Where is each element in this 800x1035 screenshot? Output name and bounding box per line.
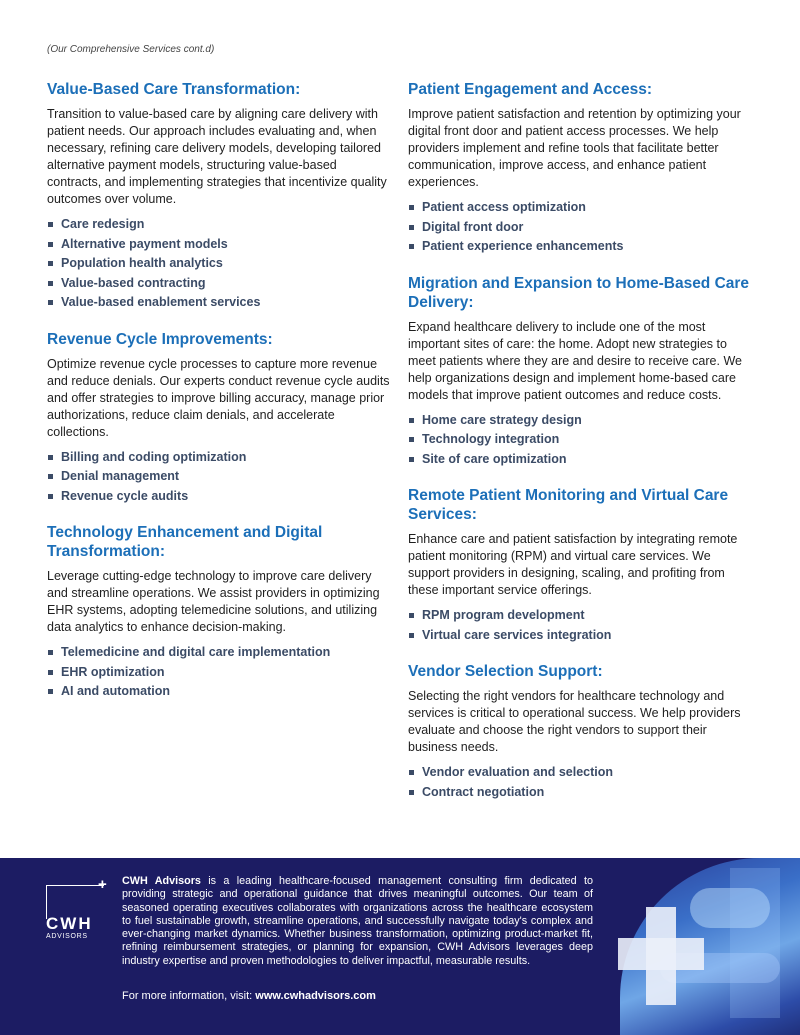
section-remote-patient-monitoring-and-virtual-care-services bbox=[408, 486, 753, 645]
service-list bbox=[47, 643, 392, 702]
list-item bbox=[408, 450, 753, 470]
section-revenue-cycle-improvements bbox=[47, 330, 392, 507]
brand-name: CWH Advisors bbox=[122, 875, 201, 887]
square-bullet-icon bbox=[48, 455, 53, 460]
service-list bbox=[47, 215, 392, 313]
list-item-label: Population health analytics bbox=[61, 256, 223, 270]
list-item bbox=[47, 254, 392, 274]
list-item-label: Revenue cycle audits bbox=[61, 488, 189, 503]
section-title: Remote Patient Monitoring and Virtual Care Services: bbox=[408, 487, 729, 523]
list-item bbox=[408, 237, 753, 257]
section-body: Expand healthcare delivery to include one of the most important sites of care: the home. Adopt new strategies to meet patients where they are and desire to receive care. We help organizations design and implement home-based care models that improve patient outcomes and reduce costs. bbox=[408, 319, 742, 402]
list-item bbox=[47, 215, 392, 235]
logo-wordmark: CWH bbox=[46, 914, 93, 933]
square-bullet-icon bbox=[48, 689, 53, 694]
section-body: Leverage cutting-edge technology to improve care delivery and streamline operations. We assist providers in optimizing EHR systems, adopting telemedicine solutions, and utilizing data analytics to enhance decision-making. bbox=[47, 569, 380, 634]
square-bullet-icon bbox=[409, 205, 414, 210]
list-item-label: Value-based contracting bbox=[61, 275, 206, 290]
section-body: Optimize revenue cycle processes to capture more revenue and reduce denials. Our experts conduct revenue cycle audits and offer strategies to improve billing accuracy, manage prior authorizations, reduce claim denials, and accelerate collections. bbox=[47, 356, 390, 439]
square-bullet-icon bbox=[48, 474, 53, 479]
list-item bbox=[47, 293, 392, 313]
list-item-label: Billing and coding optimization bbox=[61, 449, 247, 464]
list-item-label: Denial management bbox=[61, 469, 180, 483]
square-bullet-icon bbox=[48, 222, 53, 227]
square-bullet-icon bbox=[409, 790, 414, 795]
square-bullet-icon bbox=[409, 244, 414, 249]
list-item bbox=[47, 274, 392, 294]
section-title: Technology Enhancement and Digital Transformation: bbox=[47, 524, 323, 560]
square-bullet-icon bbox=[409, 418, 414, 423]
section-body: Improve patient satisfaction and retention by optimizing your digital front door and patient access processes. We help providers implement and refine tools that facilitate better communication, improve access, and enhance patient experiences. bbox=[408, 107, 741, 189]
square-bullet-icon bbox=[48, 650, 53, 655]
continuation-note: (Our Comprehensive Services cont.d) bbox=[47, 44, 215, 55]
section-migration-and-expansion-to-home-based-care-delivery bbox=[408, 274, 753, 470]
square-bullet-icon bbox=[409, 437, 414, 442]
list-item-label: Site of care optimization bbox=[422, 451, 567, 466]
service-list bbox=[408, 198, 753, 257]
list-item bbox=[47, 487, 392, 507]
section-patient-engagement-and-access bbox=[408, 80, 753, 257]
list-item-label: Patient access optimization bbox=[422, 200, 586, 214]
logo-plus-icon: + bbox=[98, 876, 107, 893]
list-item bbox=[408, 606, 753, 626]
logo-subtext: ADVISORS bbox=[46, 933, 88, 940]
list-item bbox=[47, 235, 392, 255]
list-item bbox=[47, 682, 392, 702]
list-item-label: Contract negotiation bbox=[422, 784, 545, 799]
square-bullet-icon bbox=[48, 670, 53, 675]
section-title: Vendor Selection Support: bbox=[408, 663, 603, 680]
section-vendor-selection-support bbox=[408, 662, 753, 802]
section-title: Value-Based Care Transformation: bbox=[47, 81, 301, 98]
section-value-based-care-transformation bbox=[47, 80, 392, 313]
list-item-label: Home care strategy design bbox=[422, 412, 582, 427]
list-item bbox=[408, 430, 753, 450]
cwh-logo bbox=[46, 876, 108, 940]
list-item-label: Digital front door bbox=[422, 219, 524, 234]
square-bullet-icon bbox=[409, 225, 414, 230]
service-list bbox=[47, 448, 392, 507]
list-item-label: Alternative payment models bbox=[61, 236, 228, 251]
list-item bbox=[47, 467, 392, 487]
list-item bbox=[47, 448, 392, 468]
plus-graphic-bar bbox=[618, 938, 704, 970]
list-item-label: Virtual care services integration bbox=[422, 627, 612, 642]
list-item bbox=[408, 411, 753, 431]
square-bullet-icon bbox=[48, 242, 53, 247]
square-bullet-icon bbox=[48, 261, 53, 266]
list-item-label: Care redesign bbox=[61, 217, 145, 231]
website-link[interactable]: www.cwhadvisors.com bbox=[255, 990, 376, 1002]
list-item bbox=[47, 643, 392, 663]
list-item-label: AI and automation bbox=[61, 684, 171, 698]
square-bullet-icon bbox=[48, 300, 53, 305]
square-bullet-icon bbox=[48, 494, 53, 499]
service-list bbox=[408, 763, 753, 802]
section-body: Transition to value-based care by aligning care delivery with patient needs. Our approach includes evaluating and, when necessary, refining care delivery models, developing tailored alternative payment models, structuring value-based contracts, and implementing strategies that incentivize quality outcomes over volume. bbox=[47, 107, 387, 206]
service-list bbox=[408, 606, 753, 645]
list-item bbox=[408, 763, 753, 783]
section-title: Revenue Cycle Improvements: bbox=[47, 330, 273, 348]
list-item-label: Technology integration bbox=[422, 432, 560, 446]
list-item bbox=[408, 626, 753, 646]
section-title: Patient Engagement and Access: bbox=[408, 81, 653, 98]
right-column bbox=[408, 80, 753, 819]
square-bullet-icon bbox=[409, 613, 414, 618]
list-item bbox=[408, 218, 753, 238]
list-item bbox=[408, 783, 753, 803]
left-column bbox=[47, 80, 392, 719]
section-title: Migration and Expansion to Home-Based Care Delivery: bbox=[408, 274, 750, 311]
list-item-label: RPM program development bbox=[422, 608, 585, 622]
more-info-label: For more information, visit: bbox=[122, 990, 256, 1002]
list-item-label: Telemedicine and digital care implementation bbox=[61, 645, 331, 659]
section-body: Selecting the right vendors for healthcare technology and services is critical to operational success. We help providers evaluate and choose the right vendors to support their business needs. bbox=[408, 689, 741, 754]
square-bullet-icon bbox=[48, 281, 53, 286]
list-item-label: Vendor evaluation and selection bbox=[422, 765, 614, 779]
company-description bbox=[122, 875, 593, 968]
list-item-label: Value-based enablement services bbox=[61, 295, 261, 309]
section-technology-enhancement-and-digital-transformation bbox=[47, 523, 392, 702]
square-bullet-icon bbox=[409, 633, 414, 638]
list-item bbox=[47, 663, 392, 683]
list-item-label: Patient experience enhancements bbox=[422, 239, 624, 253]
description-text: is a leading healthcare-focused management consulting firm dedicated to providing strategic and operational guidance that drives meaningful outcomes. Our team of seasoned operating executives collaborates with organizations across the healthcare ecosystem to fuel sustainable growth, streamline operations, and successfully navigate today's complex and ever-changing market dynamics. Whether business transformation, optimizing product-market fit, refining reimbursement strategies, or planning for expansion, CWH Advisors leverages deep industry expertise and proven methodologies to deliver impactful, measurable results. bbox=[122, 875, 593, 967]
list-item-label: EHR optimization bbox=[61, 664, 165, 679]
list-item bbox=[408, 198, 753, 218]
more-info bbox=[122, 990, 376, 1002]
square-bullet-icon bbox=[409, 770, 414, 775]
service-list bbox=[408, 411, 753, 470]
square-bullet-icon bbox=[409, 457, 414, 462]
section-body: Enhance care and patient satisfaction by integrating remote patient monitoring (RPM) and virtual care services. We support providers in designing, scaling, and profiting from these important service offerings. bbox=[408, 532, 738, 597]
